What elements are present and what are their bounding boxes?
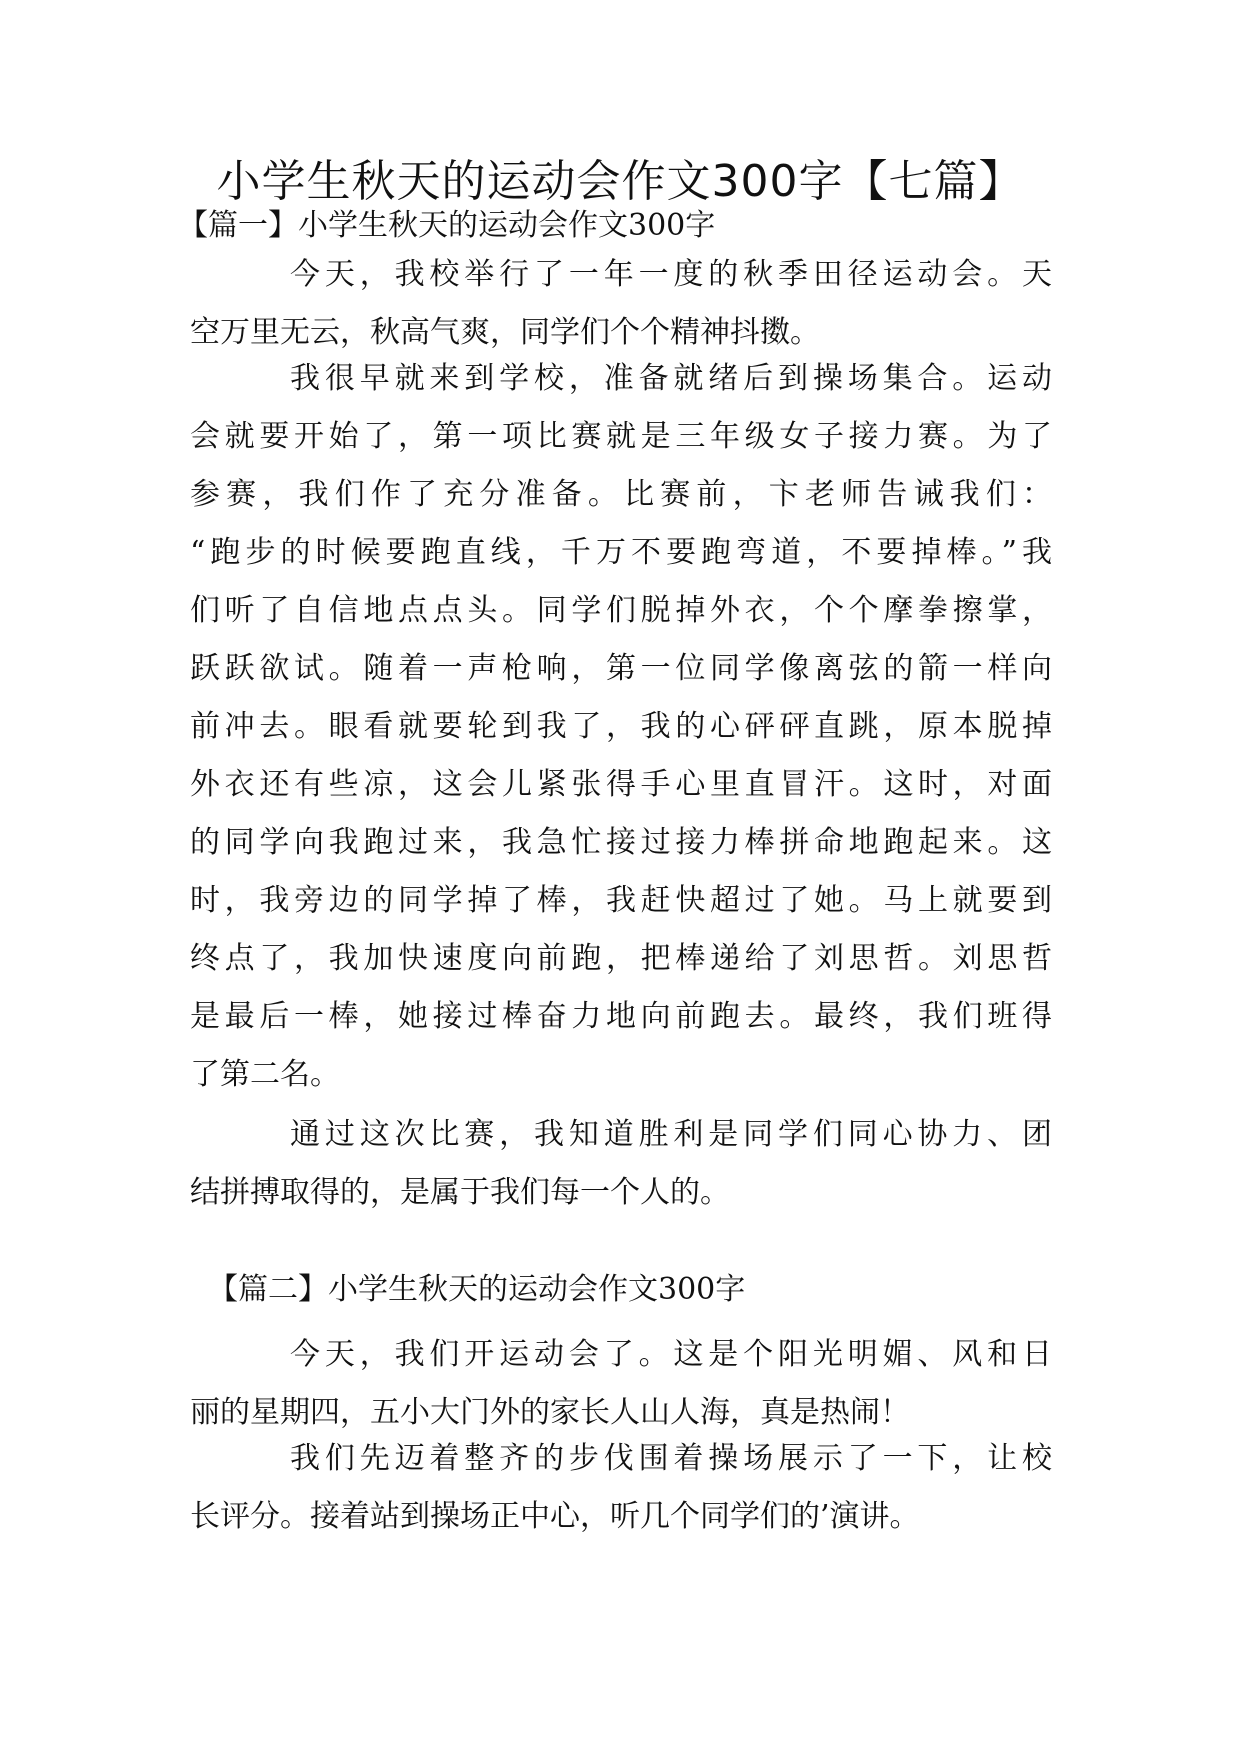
text-line: 终点了，我加快速度向前跑，把棒递给了刘思哲。刘思哲 (190, 941, 1052, 976)
text-line: 前冲去。眼看就要轮到我了，我的心砰砰直跳，原本脱掉 (190, 709, 1052, 744)
section-heading-2: 【篇二】小学生秋天的运动会作文300字 (208, 1272, 746, 1307)
text-line: 了第二名。 (190, 1057, 340, 1092)
text-line: 我很早就来到学校，准备就绪后到操场集合。运动 (290, 361, 1052, 396)
text-line: 会就要开始了，第一项比赛就是三年级女子接力赛。为了 (190, 419, 1052, 454)
text-line: 长评分。接着站到操场正中心，听几个同学们的’演讲。 (190, 1499, 920, 1534)
text-line: 丽的星期四，五小大门外的家长人山人海，真是热闹！ (190, 1395, 910, 1430)
paragraph (190, 1430, 1052, 1546)
text-line: 参赛，我们作了充分准备。比赛前，卞老师告诫我们： (190, 477, 1052, 512)
text-line: 们听了自信地点点头。同学们脱掉外衣，个个摩拳擦掌， (190, 593, 1052, 628)
text-line: 时，我旁边的同学掉了棒，我赶快超过了她。马上就要到 (190, 883, 1052, 918)
text-line: 结拼搏取得的，是属于我们每一个人的。 (190, 1175, 730, 1210)
text-line: “跑步的时候要跑直线，千万不要跑弯道，不要掉棒。”我 (190, 535, 1052, 570)
text-line: 是最后一棒，她接过棒奋力地向前跑去。最终，我们班得 (190, 999, 1052, 1034)
text-line: 通过这次比赛，我知道胜利是同学们同心协力、团 (290, 1117, 1052, 1152)
text-line: 的同学向我跑过来，我急忙接过接力棒拼命地跑起来。这 (190, 825, 1052, 860)
paragraph (190, 350, 1052, 1104)
text-line: 外衣还有些凉，这会儿紧张得手心里直冒汗。这时，对面 (190, 767, 1052, 802)
paragraph (190, 1106, 1052, 1222)
section-heading-1: 【篇一】小学生秋天的运动会作文300字 (178, 208, 716, 243)
text-line: 跃跃欲试。随着一声枪响，第一位同学像离弦的箭一样向 (190, 651, 1052, 686)
text-line: 今天，我们开运动会了。这是个阳光明媚、风和日 (290, 1337, 1052, 1372)
text-line: 我们先迈着整齐的步伐围着操场展示了一下，让校 (290, 1441, 1052, 1476)
paragraph (190, 1326, 1052, 1442)
text-line: 今天，我校举行了一年一度的秋季田径运动会。天 (290, 257, 1052, 292)
paragraph (190, 246, 1052, 362)
document-title: 小学生秋天的运动会作文300字【七篇】 (216, 156, 1024, 207)
text-line: 空万里无云，秋高气爽，同学们个个精神抖擞。 (190, 315, 820, 350)
